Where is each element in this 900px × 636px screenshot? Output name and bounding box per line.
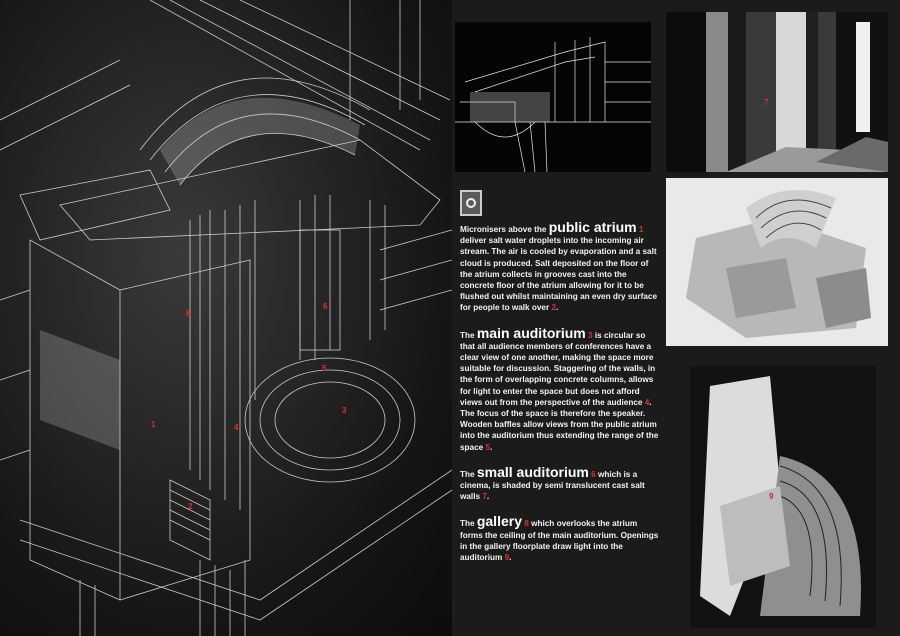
section-drawing (455, 22, 651, 172)
section-heading: small auditorium (476, 463, 589, 480)
paragraph-text: . (556, 303, 559, 313)
paragraph-text: . The focus of the space is therefore the speaker. Wooden baffles allow views from the public atrium into the auditorium thus extending the range of the space (460, 397, 659, 452)
paragraph-text: . (509, 553, 512, 563)
emblem-icon (460, 190, 482, 216)
photo-label: 7 (764, 98, 769, 107)
description-paragraph (460, 463, 660, 503)
drawing-label: 6 (323, 302, 328, 311)
reference-number: 9 (504, 553, 510, 563)
paragraph-text: which overlooks the atrium forms the ceiling of the main auditorium. Openings in the gallery floorplate draw light into the auditorium (460, 519, 659, 563)
paragraph-text: The (460, 469, 477, 479)
paragraph-text: deliver salt water droplets into the incoming air stream. The air is cooled by evaporation and a salt cloud is produced. Salt deposited on the floor of the atrium collects in grooves cast into the concrete floor of the atrium allowing for it to be flushed out whilst maintaining an even dry surface for people to walk over (460, 236, 657, 313)
reference-number: 7 (482, 492, 487, 502)
reference-number: 5 (485, 442, 491, 452)
reference-number: 6 (588, 469, 596, 479)
description-paragraph (460, 513, 660, 563)
reference-number: 4 (644, 397, 650, 407)
paragraph-text: The (460, 519, 477, 529)
paragraph-text: which is a cinema, is shaded by semi translucent cast salt walls (460, 469, 645, 502)
reference-number: 8 (521, 519, 529, 529)
section-heading: public atrium (548, 219, 637, 235)
section-heading: gallery (476, 513, 522, 530)
description-paragraph (460, 219, 660, 314)
drawing-label: 8 (186, 309, 191, 318)
description-paragraph (460, 324, 660, 453)
paragraph-text: is circular so that all audience members of conferences have a clear view of one another, making the space more suitable for discussion. Staggering of the walls, in the form of overlapping concrete columns, allows for light to enter the space but does not afford views out from the perspective of the audience (460, 330, 656, 407)
description-text (460, 219, 660, 577)
photo-shading (690, 366, 876, 628)
photo-shading (666, 12, 888, 172)
reference-number: 1 (636, 225, 644, 234)
drawing-label: 4 (234, 423, 239, 432)
reference-number: 3 (585, 330, 593, 340)
paragraph-text: The (460, 330, 477, 340)
model-photo-plan (690, 366, 876, 628)
section-heading: main auditorium (476, 324, 586, 341)
reference-number: 2 (551, 303, 557, 313)
photo-label: 9 (769, 492, 774, 501)
paragraph-text: Micronisers above the (460, 225, 549, 234)
drawing-label: 1 (151, 420, 156, 429)
drawing-label: 2 (188, 502, 193, 511)
paragraph-text: . (486, 492, 490, 502)
photo-shading (666, 178, 888, 346)
model-photo-white (666, 178, 888, 346)
section-linework (455, 22, 651, 172)
drawing-label: 3 (342, 406, 347, 415)
paragraph-text: . (490, 442, 493, 452)
model-photo-salt-walls (666, 12, 888, 172)
drawing-label: 5 (322, 364, 327, 373)
